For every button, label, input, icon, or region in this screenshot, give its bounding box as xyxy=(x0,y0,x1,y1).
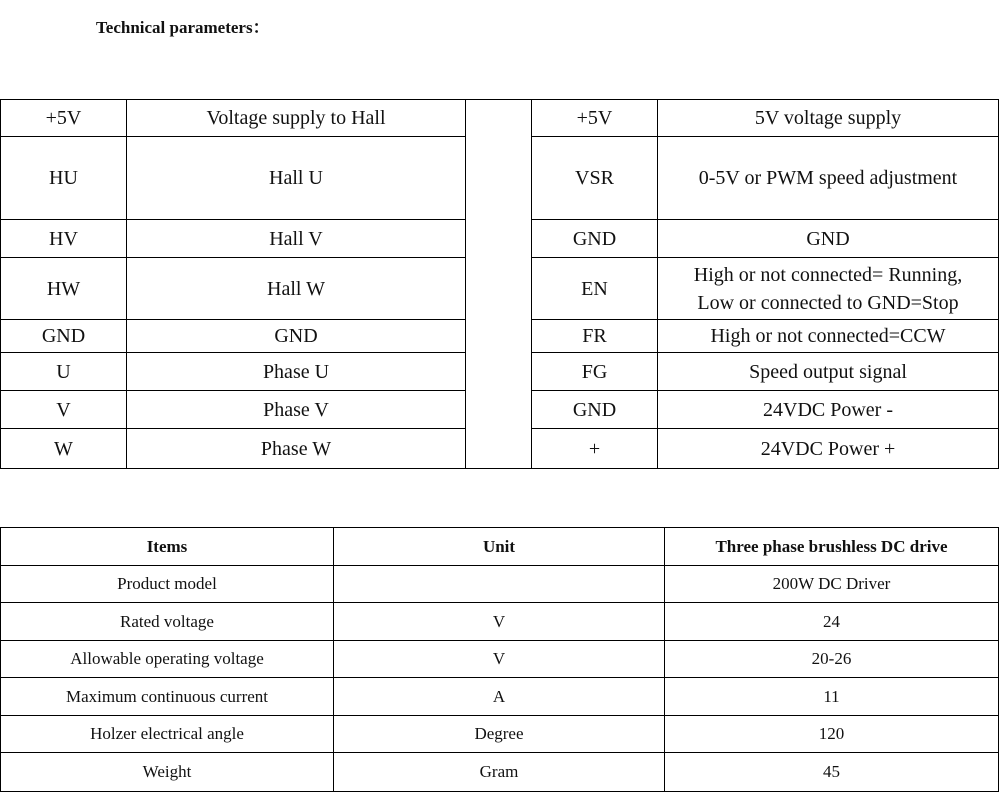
table-row xyxy=(1,641,999,678)
table-row xyxy=(1,100,999,137)
item-cell: Holzer electrical angle xyxy=(1,716,334,753)
pin-description-cell: 24VDC Power + xyxy=(658,429,999,469)
table-row xyxy=(1,753,999,792)
pin-name-cell: W xyxy=(1,429,127,469)
pin-name-cell: VSR xyxy=(532,137,658,220)
unit-cell: Degree xyxy=(334,716,665,753)
pin-name-cell: +5V xyxy=(532,100,658,137)
table-row xyxy=(1,716,999,753)
pin-name-cell: HV xyxy=(1,220,127,258)
value-cell: 200W DC Driver xyxy=(665,566,999,603)
pin-description-cell: Voltage supply to Hall xyxy=(127,100,466,137)
pin-description-cell: Hall W xyxy=(127,258,466,320)
item-cell: Product model xyxy=(1,566,334,603)
pin-name-cell: V xyxy=(1,391,127,429)
pin-description-cell: Hall U xyxy=(127,137,466,220)
column-header: Three phase brushless DC drive xyxy=(665,528,999,566)
table-spacer-column xyxy=(466,100,532,469)
pin-description-cell: Phase V xyxy=(127,391,466,429)
pin-description-cell xyxy=(658,258,999,320)
pin-description-cell: Phase W xyxy=(127,429,466,469)
pin-description-cell: 5V voltage supply xyxy=(658,100,999,137)
specification-table xyxy=(0,527,999,792)
pin-description-cell: Hall V xyxy=(127,220,466,258)
value-cell: 20-26 xyxy=(665,641,999,678)
pin-name-cell: FG xyxy=(532,353,658,391)
description-line: High or not connected= Running, xyxy=(693,263,963,286)
value-cell: 24 xyxy=(665,603,999,641)
pin-name-cell: HW xyxy=(1,258,127,320)
item-cell: Maximum continuous current xyxy=(1,678,334,716)
value-cell: 120 xyxy=(665,716,999,753)
unit-cell: V xyxy=(334,641,665,678)
unit-cell: V xyxy=(334,603,665,641)
pin-name-cell: GND xyxy=(532,391,658,429)
pin-name-cell: +5V xyxy=(1,100,127,137)
pin-name-cell: GND xyxy=(532,220,658,258)
pin-description-cell: High or not connected=CCW xyxy=(658,320,999,353)
table-row xyxy=(1,678,999,716)
pin-description-cell: 24VDC Power - xyxy=(658,391,999,429)
table-row xyxy=(1,603,999,641)
pin-name-cell: + xyxy=(532,429,658,469)
pin-name-cell: GND xyxy=(1,320,127,353)
item-cell: Allowable operating voltage xyxy=(1,641,334,678)
table-header-row xyxy=(1,528,999,566)
pin-definition-table xyxy=(0,99,999,469)
pin-name-cell: U xyxy=(1,353,127,391)
column-header: Unit xyxy=(334,528,665,566)
pin-description-cell: GND xyxy=(127,320,466,353)
description-line: Low or connected to GND=Stop xyxy=(697,291,959,314)
unit-cell: Gram xyxy=(334,753,665,792)
page-title: Technical parameters： xyxy=(96,18,270,37)
unit-cell xyxy=(334,566,665,603)
value-cell: 45 xyxy=(665,753,999,792)
unit-cell: A xyxy=(334,678,665,716)
pin-description-cell: GND xyxy=(658,220,999,258)
item-cell: Weight xyxy=(1,753,334,792)
pin-description-cell: Phase U xyxy=(127,353,466,391)
pin-name-cell: HU xyxy=(1,137,127,220)
pin-description-cell: 0-5V or PWM speed adjustment xyxy=(658,137,999,220)
value-cell: 11 xyxy=(665,678,999,716)
pin-name-cell: EN xyxy=(532,258,658,320)
table-row xyxy=(1,566,999,603)
pin-description-cell: Speed output signal xyxy=(658,353,999,391)
column-header: Items xyxy=(1,528,334,566)
pin-name-cell: FR xyxy=(532,320,658,353)
item-cell: Rated voltage xyxy=(1,603,334,641)
